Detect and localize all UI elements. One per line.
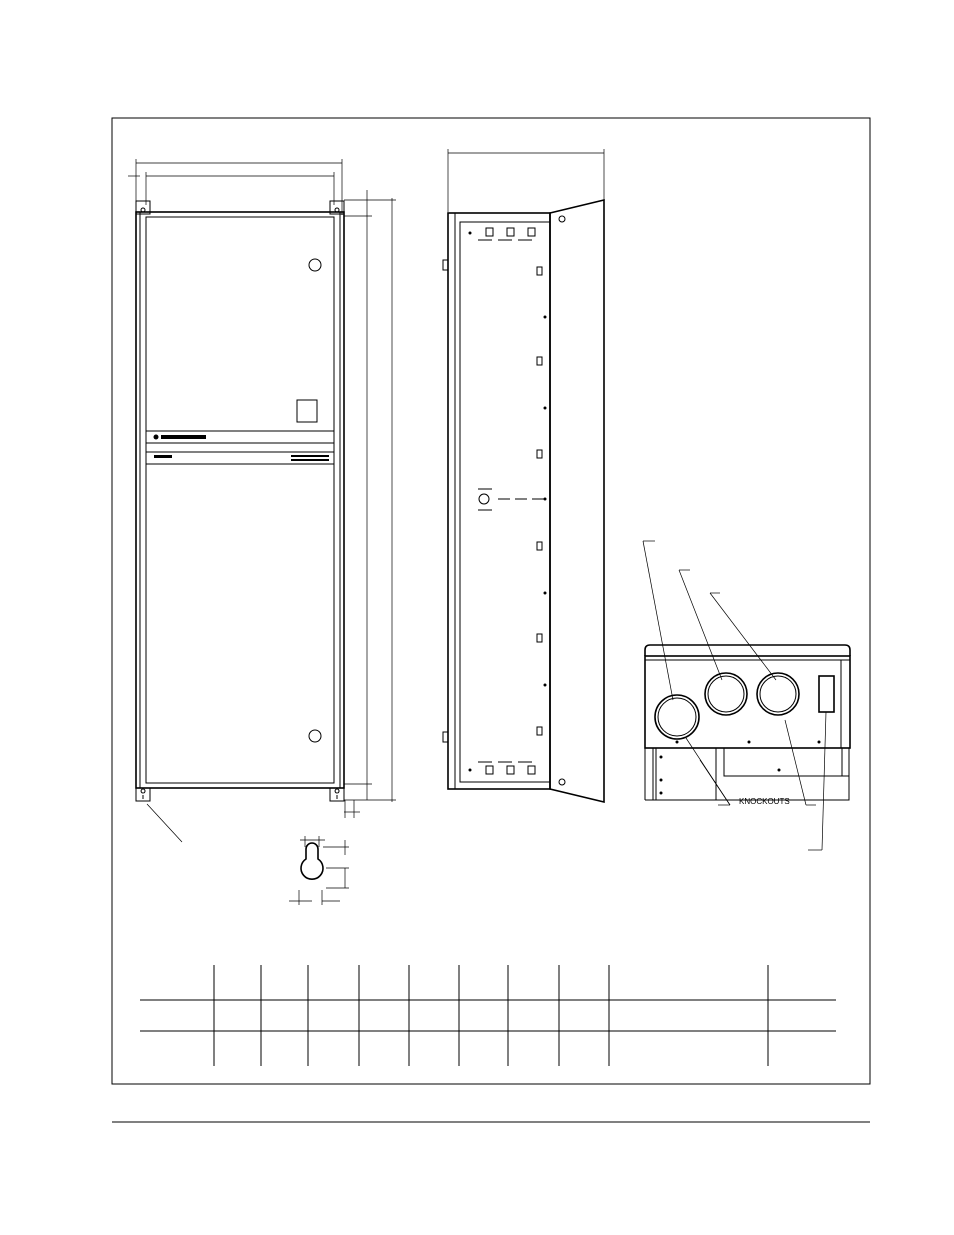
open-door xyxy=(550,200,604,802)
door-latch-bottom xyxy=(309,730,321,742)
brand-logo-icon xyxy=(154,435,159,440)
knockout-2 xyxy=(705,673,747,715)
door-latch-top xyxy=(309,259,321,271)
knockout-1 xyxy=(655,695,699,739)
drawing-frame xyxy=(112,118,870,1084)
front-view xyxy=(128,159,396,842)
side-view xyxy=(443,149,604,802)
slot-knockout xyxy=(819,676,834,712)
knockouts-label: KNOCKOUTS xyxy=(739,797,790,806)
dimension-table xyxy=(140,965,836,1066)
window-rectangle xyxy=(297,400,317,422)
knockout-3 xyxy=(757,673,799,715)
bottom-view xyxy=(643,541,850,850)
keyhole-detail xyxy=(289,836,349,905)
